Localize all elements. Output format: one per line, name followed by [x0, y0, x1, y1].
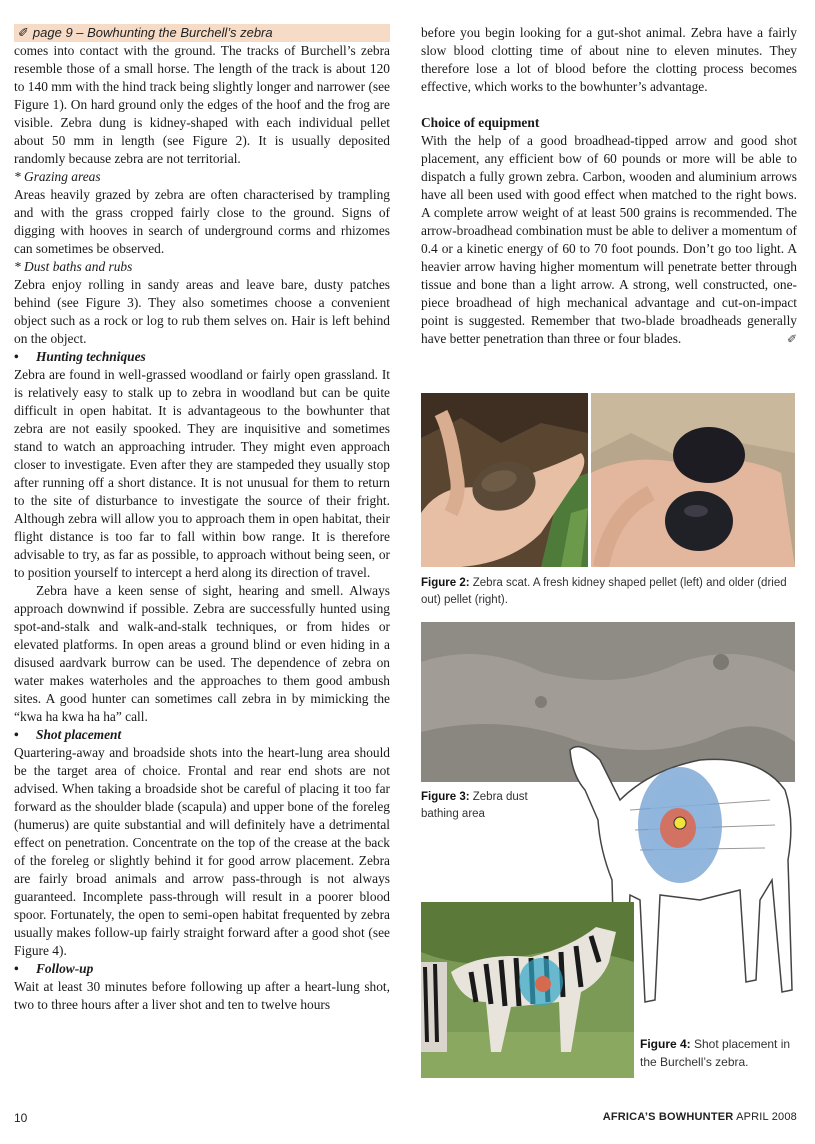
- figure-2-text: Zebra scat. A fresh kidney shaped pellet (left) and older (dried out) pellet (right).: [421, 577, 787, 606]
- bullet: •: [14, 727, 19, 742]
- figure-4-label: Figure 4:: [640, 1037, 691, 1051]
- section-heading: [14, 960, 390, 978]
- bullet: •: [14, 961, 19, 976]
- bowhunter-icon: ✐: [18, 25, 29, 40]
- scat-left-illustration: [421, 393, 588, 567]
- paragraph: Zebra have a keen sense of sight, hearing and smell. Always approach downwind if possible. Zebra are successfully hunted using spot-and-stalk and walk-and-stalk techniques, or from hides or elevated platforms. In open areas a ground blind or even hiding in a disused aardvark burrow can be used. The dependence of zebra on water makes waterholes and the approaches to them good ambush sites. A good hunter can sometimes call zebra in by mimicking the “kwa ha kwa ha ha” call.: [14, 583, 390, 724]
- right-column: [421, 24, 797, 348]
- subheading: * Grazing areas: [14, 169, 101, 184]
- section-heading: [14, 348, 390, 366]
- running-header-text: page 9 – Bowhunting the Burchell’s zebra: [32, 25, 273, 40]
- paragraph: Wait at least 30 minutes before following up after a heart-lung shot, two to three hours after a liver shot and ten to twelve hours: [14, 979, 390, 1012]
- magazine-name: AFRICA’S BOWHUNTER: [602, 1111, 734, 1123]
- paragraph: Areas heavily grazed by zebra are often characterised by trampling and with the grass cropped fairly close to the ground. Signs of digging with hooves in search of underground corms and rhizomes can sometimes be observed.: [14, 187, 390, 256]
- zebra-photo: [421, 902, 634, 1078]
- figure-2-caption: [421, 575, 797, 609]
- magazine-issue: APRIL 2008: [733, 1111, 797, 1123]
- zebra-photo-illustration: [421, 902, 634, 1078]
- figure-4-caption: [640, 1035, 800, 1071]
- paragraph: [421, 132, 797, 348]
- figure-2-label: Figure 2:: [421, 577, 470, 589]
- section-heading-text: Shot placement: [36, 727, 122, 742]
- figure-3-caption: [421, 789, 561, 823]
- scat-right-illustration: [591, 393, 795, 567]
- subheading: * Dust baths and rubs: [14, 259, 133, 274]
- figure-3-text: Zebra dust bathing area: [421, 791, 528, 820]
- figure-3-label: Figure 3:: [421, 791, 470, 803]
- scat-photo-left: [421, 393, 588, 567]
- page-number: 10: [14, 1111, 28, 1125]
- section-heading-text: Hunting techniques: [36, 349, 146, 364]
- paragraph: Zebra are found in well-grassed woodland or fairly open grassland. It is relatively easy to stalk up to zebra in woodland but can be quite difficult in open habitat. It is advantageous to the bowhunter that zebra are not easily spooked. They are inquisitive and sometimes stand to watch an approaching intruder. They might even approach closer to investigate. Even after they are stampeded they usually stop after running off a short distance. It is not unusual for them to return to the site of disturbance to investigate the source of their fright. Although zebra will allow you to approach them in open habitat, their flight distance is too far to fall within bow range. It is therefore advisable to try, as far as possible, to approach without being seen, or to position yourself to intercept a herd along its direction of travel.: [14, 367, 390, 580]
- magazine-footer: [603, 1111, 797, 1123]
- left-column: [14, 24, 390, 1014]
- paragraph-text: With the help of a good broadhead-tipped arrow and good shot placement, any efficient bow of 60 pounds or more will be able to dispatch a fully grown zebra. Carbon, wooden and aluminium arrows have all been used with good effect when matched to the right bows. A complete arrow weight of at least 500 grains is recommended. The arrow-broadhead combination must be able to deliver a momentum of 0.4 or a kinetic energy of 60 to 70 foot pounds. Don’t go too light. A heavier arrow having higher momentum will penetrate better through tissue and bone than a light arrow. A strong, well constructed, one-piece broadhead of high mechanical advantage and cut-on-impact point is suggested. Remember that two-blade broadheads generally have better penetration than three or four blades.: [421, 133, 797, 346]
- bullet: •: [14, 349, 19, 364]
- scat-photo-right: [591, 393, 795, 567]
- paragraph: Quartering-away and broadside shots into the heart-lung area should be the target area of choice. Frontal and rear end shots are not advised. When taking a broadside shot be careful of placing it too far forward as the shoulder blade (scapula) and upper bone of the foreleg (humerus) are quite substantial and will definitely have a detrimental effect on penetration. Concentrate on the top of the crease at the back of the foreleg or slightly behind it for good arrow placement. Zebra are fairly broad animals and arrow pass-through is not always guaranteed. Incomplete pass-through will result in a poorer blood spoor. Fortunately, the open to semi-open habitat frequented by zebra usually makes follow-up fairly straight forward after a good shot (see Figure 4).: [14, 745, 390, 958]
- section-heading: [14, 726, 390, 744]
- paragraph: comes into contact with the ground. The tracks of Burchell’s zebra resemble those of a small horse. The length of the track is about 120 to 140 mm with the hind track being slightly longer and narrower (see Figure 1). On hard ground only the edges of the hoof and the frog are visible. Zebra dung is kidney-shaped with each individual pellet about 50 mm in length (see Figure 2). It is usually deposited randomly because zebra are not territorial.: [14, 43, 390, 166]
- section-heading-text: Follow-up: [36, 961, 94, 976]
- end-mark-icon: ✐: [786, 332, 797, 346]
- paragraph: before you begin looking for a gut-shot animal. Zebra have a fairly slow blood clotting time of about nine to eleven minutes. They therefore lose a lot of blood before the clotting process becomes effective, which works to the bowhunter’s advantage.: [421, 25, 797, 94]
- paragraph: Zebra enjoy rolling in sandy areas and leave bare, dusty patches behind (see Figure 3). They also sometimes choose a convenient object such as a rock or log to rub them selves on. Hair is left behind on the object.: [14, 277, 390, 346]
- figure-4-text: Shot placement in the Burchell’s zebra.: [640, 1037, 791, 1069]
- section-title: Choice of equipment: [421, 115, 540, 130]
